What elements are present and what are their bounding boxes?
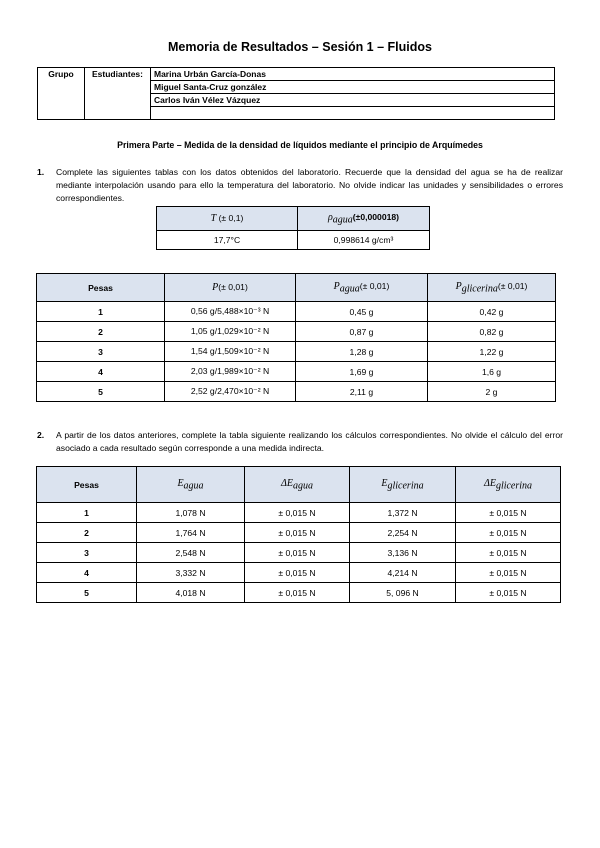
e-agua-cell: 1,764 N (137, 523, 245, 543)
p-agua-header: $P_{agua}(\pm 0,01)$ (296, 274, 428, 302)
delta-e-glicerina-cell: ± 0,015 N (456, 543, 561, 563)
e-agua-header: $E_{agua}$ (137, 467, 245, 503)
question-number: 1. (37, 167, 45, 177)
e-agua-cell: 4,018 N (137, 583, 245, 603)
e-agua-cell: 3,332 N (137, 563, 245, 583)
e-glicerina-header: $E_{glicerina}$ (350, 467, 456, 503)
density-header: $\rho_{agua}(\pm 0,000018)$ (298, 207, 430, 231)
pesa-cell: 1 (37, 503, 137, 523)
pesa-cell: 3 (37, 543, 137, 563)
page-title: Memoria de Resultados – Sesión 1 – Fluidos (168, 40, 432, 54)
p-glicerina-cell: 1,22 g (428, 342, 556, 362)
p-glicerina-cell: 2 g (428, 382, 556, 402)
p-glicerina-cell: 0,82 g (428, 322, 556, 342)
e-glicerina-cell: 4,214 N (350, 563, 456, 583)
p-cell: 0,56 g/5,488×10⁻³ N (165, 302, 296, 322)
p-agua-cell: 0,87 g (296, 322, 428, 342)
p-cell: 2,03 g/1,989×10⁻² N (165, 362, 296, 382)
question-1 (37, 166, 563, 204)
delta-e-agua-cell: ± 0,015 N (245, 563, 350, 583)
delta-e-agua-cell: ± 0,015 N (245, 523, 350, 543)
student-name: Miguel Santa-Cruz gonzález (151, 81, 555, 94)
delta-e-agua-cell: ± 0,015 N (245, 543, 350, 563)
estudiantes-label: Estudiantes: (85, 68, 151, 120)
e-glicerina-cell: 5, 096 N (350, 583, 456, 603)
p-cell: 2,52 g/2,470×10⁻² N (165, 382, 296, 402)
pesa-cell: 4 (37, 362, 165, 382)
pesas-header: Pesas (37, 274, 165, 302)
pesa-cell: 4 (37, 563, 137, 583)
p-agua-cell: 1,69 g (296, 362, 428, 382)
question-text: A partir de los datos anteriores, complete la tabla siguiente realizando los cálculos correspondientes. No olvide el cálculo del error asociado a cada resultado según corresponde a una medida indirecta. (56, 430, 563, 453)
delta-e-glicerina-cell: ± 0,015 N (456, 563, 561, 583)
pesa-cell: 2 (37, 322, 165, 342)
question-number: 2. (37, 430, 45, 440)
pesa-cell: 2 (37, 523, 137, 543)
delta-e-glicerina-cell: ± 0,015 N (456, 503, 561, 523)
density-value: 0,998614 g/cm³ (298, 231, 430, 250)
pesa-cell: 1 (37, 302, 165, 322)
p-cell: 1,05 g/1,029×10⁻² N (165, 322, 296, 342)
e-glicerina-cell: 1,372 N (350, 503, 456, 523)
group-info-table (37, 67, 555, 120)
student-name: Marina Urbán García-Donas (151, 68, 555, 81)
p-agua-cell: 2,11 g (296, 382, 428, 402)
delta-e-glicerina-cell: ± 0,015 N (456, 523, 561, 543)
pesa-cell: 5 (37, 382, 165, 402)
e-agua-cell: 1,078 N (137, 503, 245, 523)
question-text: Complete las siguientes tablas con los datos obtenidos del laboratorio. Recuerde que la densidad del agua se ha de realizar mediante interpolación usando para ello la temperatura del laboratorio. No olvide indicar las unidades y sensibilidades o errores correspondientes. (56, 167, 563, 203)
pesa-cell: 5 (37, 583, 137, 603)
p-agua-cell: 0,45 g (296, 302, 428, 322)
delta-e-agua-header: $\Delta E_{agua}$ (245, 467, 350, 503)
delta-e-glicerina-cell: ± 0,015 N (456, 583, 561, 603)
temperature-table (156, 206, 430, 250)
pesa-cell: 3 (37, 342, 165, 362)
student-name (151, 107, 555, 120)
question-2 (37, 429, 563, 455)
section-title: Primera Parte – Medida de la densidad de líquidos mediante el principio de Arquímedes (117, 140, 483, 150)
p-glicerina-header: $P_{glicerina}(\pm 0,01)$ (428, 274, 556, 302)
weights-table (36, 273, 556, 402)
p-glicerina-cell: 0,42 g (428, 302, 556, 322)
p-cell: 1,54 g/1,509×10⁻² N (165, 342, 296, 362)
results-table (36, 466, 561, 603)
temperature-value: 17,7°C (157, 231, 298, 250)
e-glicerina-cell: 2,254 N (350, 523, 456, 543)
e-agua-cell: 2,548 N (137, 543, 245, 563)
temperature-header: T (± 0,1) (157, 207, 298, 231)
p-header: P(± 0,01) (165, 274, 296, 302)
e-glicerina-cell: 3,136 N (350, 543, 456, 563)
pesas-header: Pesas (37, 467, 137, 503)
student-name: Carlos Iván Vélez Vázquez (151, 94, 555, 107)
delta-e-agua-cell: ± 0,015 N (245, 503, 350, 523)
delta-e-glicerina-header: $\Delta E_{glicerina}$ (456, 467, 561, 503)
delta-e-agua-cell: ± 0,015 N (245, 583, 350, 603)
grupo-label: Grupo (38, 68, 85, 120)
p-glicerina-cell: 1,6 g (428, 362, 556, 382)
p-agua-cell: 1,28 g (296, 342, 428, 362)
